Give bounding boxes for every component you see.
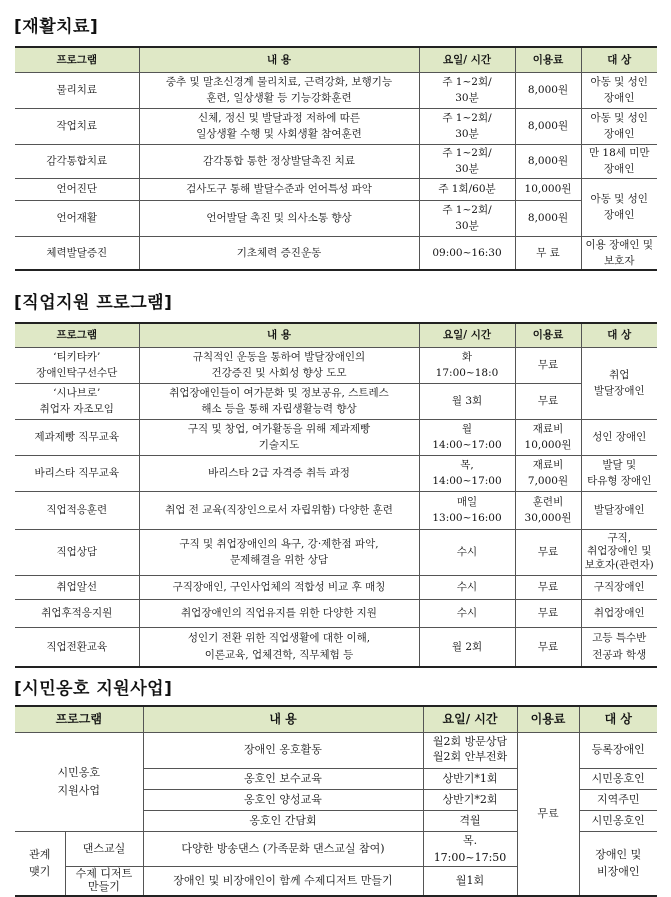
content-cell: 취업장애인들이 여가문화 및 정보공유, 스트레스 해소 등을 통해 자립생활능력 향상 [139, 383, 419, 419]
time-cell: 주 1~2회/ 30분 [419, 108, 515, 144]
target-cell: 취업장애인 [581, 599, 657, 627]
target-cell: 시민옹호인 [579, 810, 657, 831]
header-program: 프로그램 [15, 706, 143, 732]
fee-cell: 무료 [515, 383, 581, 419]
program-group-cell: 시민옹호 지원사업 [15, 732, 143, 831]
table-row [15, 419, 657, 455]
fee-cell: 재료비 7,000원 [515, 455, 581, 491]
target-cell: 취업 발달장애인 [581, 347, 657, 419]
time-cell: 월 2회 [419, 627, 515, 667]
content-cell: 취업 전 교육(직장인으로서 자립위함) 다양한 훈련 [139, 491, 419, 529]
target-cell: 고등 특수반 전공과 학생 [581, 627, 657, 667]
table-row [15, 627, 657, 667]
content-cell: 구직 및 취업장애인의 욕구, 강·제한점 파악, 문제해결을 위한 상담 [139, 529, 419, 575]
time-cell: 상반기*1회 [423, 768, 517, 789]
program-cell: 언어재활 [15, 200, 139, 236]
content-cell: 바리스타 2급 자격증 취득 과정 [139, 455, 419, 491]
target-cell: 아동 및 성인 장애인 [581, 178, 657, 236]
fee-cell: 무료 [515, 599, 581, 627]
table-row [15, 455, 657, 491]
time-cell: 수시 [419, 599, 515, 627]
sub-program-cell: 수제 디저트 만들기 [65, 866, 143, 896]
program-cell: 물리치료 [15, 72, 139, 108]
target-cell: 발달장애인 [581, 491, 657, 529]
fee-cell: 훈련비 30,000원 [515, 491, 581, 529]
fee-cell: 무 료 [515, 236, 581, 270]
program-cell: 취업알선 [15, 575, 139, 599]
table-row [15, 529, 657, 575]
table-row [15, 383, 657, 419]
content-cell: 성인기 전환 위한 직업생활에 대한 이해, 이론교육, 업체견학, 직무체험 등 [139, 627, 419, 667]
table-header-row [15, 323, 657, 347]
target-cell: 구직장애인 [581, 575, 657, 599]
content-cell: 언어발달 촉진 및 의사소통 향상 [139, 200, 419, 236]
table-row [15, 491, 657, 529]
citizen-table [15, 705, 657, 897]
target-cell: 구직, 취업장애인 및 보호자(관련자) [581, 529, 657, 575]
fee-cell: 무료 [515, 347, 581, 383]
program-cell: 직업적응훈련 [15, 491, 139, 529]
table-row [15, 347, 657, 383]
sub-program-cell: 댄스교실 [65, 831, 143, 866]
target-cell: 성인 장애인 [581, 419, 657, 455]
header-program: 프로그램 [15, 47, 139, 72]
header-time: 요일/ 시간 [419, 47, 515, 72]
section-title-citizen: [시민옹호 지원사업] [14, 679, 173, 699]
fee-cell: 재료비 10,000원 [515, 419, 581, 455]
target-cell: 발달 및 타유형 장애인 [581, 455, 657, 491]
program-cell: 직업상담 [15, 529, 139, 575]
table-row [15, 236, 657, 270]
table-row [15, 732, 657, 768]
job-table [15, 322, 657, 668]
fee-cell: 8,000원 [515, 200, 581, 236]
content-cell: 옹호인 양성교육 [143, 789, 423, 810]
program-cell: 직업전환교육 [15, 627, 139, 667]
time-cell: 주 1회/60분 [419, 178, 515, 200]
program-cell: ‘시나브로’ 취업자 자조모임 [15, 383, 139, 419]
table-header-row [15, 47, 657, 72]
target-cell: 시민옹호인 [579, 768, 657, 789]
time-cell: 09:00~16:30 [419, 236, 515, 270]
time-cell: 목. 17:00~17:50 [423, 831, 517, 866]
fee-cell: 무료 [515, 627, 581, 667]
table-header-row [15, 706, 657, 732]
header-program: 프로그램 [15, 323, 139, 347]
time-cell: 주 1~2회/ 30분 [419, 144, 515, 178]
header-time: 요일/ 시간 [423, 706, 517, 732]
time-cell: 월 14:00~17:00 [419, 419, 515, 455]
fee-cell: 무료 [515, 529, 581, 575]
content-cell: 장애인 및 비장애인이 함께 수제디저트 만들기 [143, 866, 423, 896]
time-cell: 월2회 방문상담 월2회 안부전화 [423, 732, 517, 768]
content-cell: 검사도구 통해 발달수준과 언어특성 파악 [139, 178, 419, 200]
target-cell: 등록장애인 [579, 732, 657, 768]
header-target: 대 상 [581, 47, 657, 72]
table-row [15, 599, 657, 627]
table-row [15, 200, 657, 236]
table-row [15, 72, 657, 108]
program-cell: 체력발달증진 [15, 236, 139, 270]
header-content: 내 용 [143, 706, 423, 732]
time-cell: 목, 14:00~17:00 [419, 455, 515, 491]
content-cell: 구직 및 창업, 여가활동을 위해 제과제빵 기술지도 [139, 419, 419, 455]
content-cell: 감각통합 통한 정상발달촉진 치료 [139, 144, 419, 178]
header-content: 내 용 [139, 47, 419, 72]
fee-cell: 8,000원 [515, 108, 581, 144]
header-fee: 이용료 [517, 706, 579, 732]
program-cell: 취업후적응지원 [15, 599, 139, 627]
target-cell: 만 18세 미만 장애인 [581, 144, 657, 178]
time-cell: 매일 13:00~16:00 [419, 491, 515, 529]
table-row [15, 144, 657, 178]
program-cell: 언어진단 [15, 178, 139, 200]
content-cell: 구직장애인, 구인사업체의 적합성 비교 후 매칭 [139, 575, 419, 599]
time-cell: 주 1~2회/ 30분 [419, 200, 515, 236]
content-cell: 취업장애인의 직업유지를 위한 다양한 지원 [139, 599, 419, 627]
time-cell: 수시 [419, 529, 515, 575]
fee-cell: 8,000원 [515, 144, 581, 178]
fee-cell: 무료 [515, 575, 581, 599]
fee-cell: 무료 [517, 732, 579, 896]
fee-cell: 8,000원 [515, 72, 581, 108]
target-cell: 아동 및 성인 장애인 [581, 108, 657, 144]
target-cell: 이용 장애인 및 보호자 [581, 236, 657, 270]
time-cell: 주 1~2회/ 30분 [419, 72, 515, 108]
header-fee: 이용료 [515, 47, 581, 72]
content-cell: 옹호인 보수교육 [143, 768, 423, 789]
program-cell: 감각통합치료 [15, 144, 139, 178]
program-cell: 제과제빵 직무교육 [15, 419, 139, 455]
header-time: 요일/ 시간 [419, 323, 515, 347]
content-cell: 옹호인 간담회 [143, 810, 423, 831]
header-content: 내 용 [139, 323, 419, 347]
fee-cell: 10,000원 [515, 178, 581, 200]
target-cell: 장애인 및 비장애인 [579, 831, 657, 896]
table-row [15, 575, 657, 599]
section-title-job: [직업지원 프로그램] [14, 293, 173, 313]
header-fee: 이용료 [515, 323, 581, 347]
content-cell: 기초체력 증진운동 [139, 236, 419, 270]
target-cell: 지역주민 [579, 789, 657, 810]
time-cell: 월 3회 [419, 383, 515, 419]
header-target: 대 상 [581, 323, 657, 347]
time-cell: 화 17:00~18:0 [419, 347, 515, 383]
target-cell: 아동 및 성인 장애인 [581, 72, 657, 108]
content-cell: 다양한 방송댄스 (가족문화 댄스교실 참여) [143, 831, 423, 866]
table-row [15, 178, 657, 200]
content-cell: 규칙적인 운동을 통하여 발달장애인의 건강증진 및 사회성 향상 도모 [139, 347, 419, 383]
time-cell: 월1회 [423, 866, 517, 896]
header-target: 대 상 [579, 706, 657, 732]
program-cell: 바리스타 직무교육 [15, 455, 139, 491]
content-cell: 장애인 옹호활동 [143, 732, 423, 768]
content-cell: 신체, 정신 및 발달과정 저하에 따른 일상생활 수행 및 사회생활 참여훈련 [139, 108, 419, 144]
time-cell: 격월 [423, 810, 517, 831]
rehab-table [15, 46, 657, 271]
program-cell: ‘티키타카’ 장애인탁구선수단 [15, 347, 139, 383]
program-cell: 작업치료 [15, 108, 139, 144]
content-cell: 중추 및 말초신경계 물리치료, 근력강화, 보행기능 훈련, 일상생활 등 기능강화훈련 [139, 72, 419, 108]
section-title-rehab: [재활치료] [14, 17, 99, 37]
time-cell: 상반기*2회 [423, 789, 517, 810]
table-row [15, 108, 657, 144]
time-cell: 수시 [419, 575, 515, 599]
program-group-cell: 관계 맺기 [15, 831, 65, 896]
